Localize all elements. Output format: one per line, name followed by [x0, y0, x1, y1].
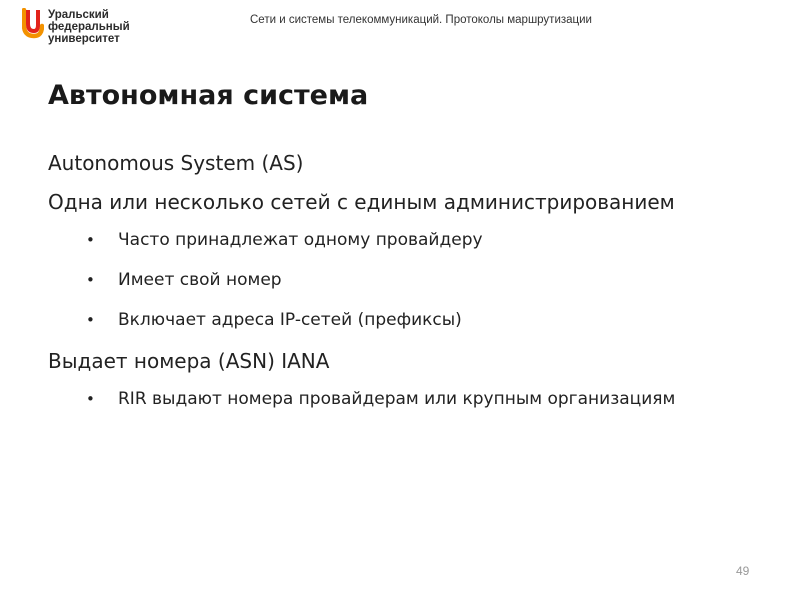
bullet-marker: • [86, 390, 95, 408]
university-logo [22, 8, 130, 45]
logo-line: университет [48, 33, 120, 45]
level1-item: Autonomous System (AS) [48, 151, 304, 175]
list-item [48, 228, 764, 252]
list-item-text: RIR выдают номера провайдерам или крупным организациям [118, 389, 676, 409]
bullet-marker: • [86, 271, 95, 289]
level1-item: Выдает номера (ASN) IANA [48, 349, 330, 373]
bullet-marker: • [86, 231, 95, 249]
level1-item: Одна или несколько сетей с единым администрированием [48, 190, 675, 214]
slide-content [48, 150, 764, 427]
bullet-marker: • [86, 311, 95, 329]
list-item-text: Включает адреса IP-сетей (префиксы) [118, 310, 462, 330]
page-number: 49 [736, 564, 750, 578]
list-item [48, 268, 764, 292]
slide-title: Автономная система [48, 80, 369, 111]
logo-line: федеральный [48, 21, 130, 33]
list-item-text: Имеет свой номер [118, 270, 282, 290]
urfu-logo-icon [22, 8, 44, 40]
logo-line: Уральский [48, 9, 109, 21]
list-item-text: Часто принадлежат одному провайдеру [118, 230, 483, 250]
list-item [48, 387, 764, 411]
list-item [48, 308, 764, 332]
logo-text [48, 9, 130, 45]
course-title: Сети и системы телекоммуникаций. Протоколы маршрутизации [250, 14, 592, 26]
